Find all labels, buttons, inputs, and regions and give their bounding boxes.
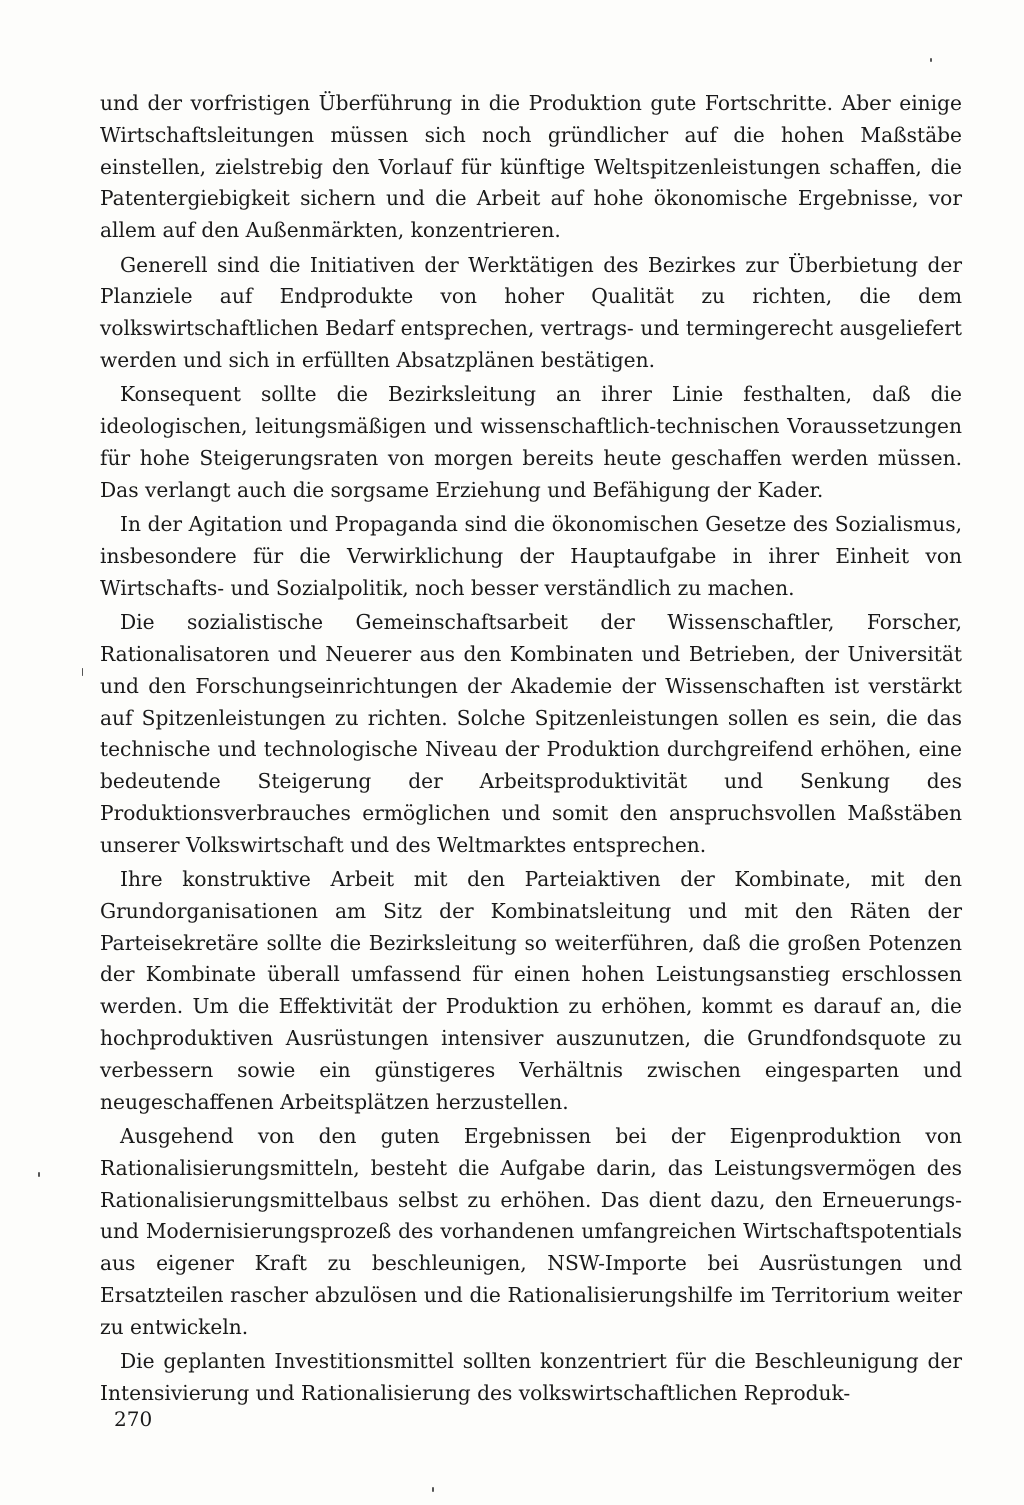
paragraph-5: Die sozialistische Gemeinschaftsarbeit der Wissenschaftler, Forscher, Rationalisatoren und Neuerer aus den Kombinaten und Betrieben, der Universität und den Forschungseinrichtungen der Akademie der Wissenschaften ist verstärkt auf Spitzenleistungen zu richten. Solche Spitzenleistungen sollen es sein, die das technische und technologische Niveau der Produktion durchgreifend erhöhen, eine bedeutende Steigerung der Arbeitsproduktivität und Senkung des Produktionsverbrauches ermöglichen und somit den anspruchsvollen Maßstäben unserer Volkswirtschaft und des Weltmarktes entsprechen. — [100, 610, 962, 857]
scan-speck — [82, 668, 83, 676]
paragraph-4: In der Agitation und Propaganda sind die ökonomischen Gesetze des Sozialismus, insbesondere für die Verwirklichung der Hauptaufgabe in ihrer Einheit von Wirtschafts- und Sozialpolitik, noch besser verständlich zu machen. — [100, 512, 962, 600]
scan-speck — [432, 1487, 434, 1492]
paragraph-2: Generell sind die Initiativen der Werktätigen des Bezirkes zur Überbietung der Planziele auf Endprodukte von hoher Qualität zu richten, die dem volkswirtschaftlichen Bedarf entsprechen, vertrags- und termingerecht ausgeliefert werden und sich in erfüllten Absatzplänen bestätigen. — [100, 252, 962, 372]
paragraph-6: Ihre konstruktive Arbeit mit den Parteiaktiven der Kombinate, mit den Grundorganisationen am Sitz der Kombinatsleitung und mit den Räten der Parteisekretäre sollte die Bezirksleitung so weiterführen, daß die großen Potenzen der Kombinate überall umfassend für einen hohen Leistungsanstieg erschlossen werden. Um die Effektivität der Produktion zu erhöhen, kommt es darauf an, die hochproduktiven Ausrüstungen intensiver auszunutzen, die Grundfondsquote zu verbessern sowie ein günstigeres Verhältnis zwischen eingesparten und neugeschaffenen Arbeitsplätzen herzustellen. — [100, 867, 962, 1114]
paragraph-3: Konsequent sollte die Bezirksleitung an ihrer Linie festhalten, daß die ideologischen, leitungsmäßigen und wissenschaftlich-technischen Voraussetzungen für hohe Steigerungsraten von morgen bereits heute geschaffen werden müssen. Das verlangt auch die sorgsame Erziehung und Befähigung der Kader. — [100, 382, 962, 502]
body-text — [100, 88, 962, 1412]
scan-speck — [38, 1172, 40, 1177]
page-number: 270 — [114, 1407, 153, 1431]
paragraph-1: und der vorfristigen Überführung in die Produktion gute Fortschritte. Aber einige Wirtschaftsleitungen müssen sich noch gründlicher auf die hohen Maßstäbe einstellen, zielstrebig den Vorlauf für künftige Weltspitzenleistungen schaffen, die Patentergiebigkeit sichern und die Arbeit auf hohe ökonomische Ergebnisse, vor allem auf den Außenmärkten, konzentrieren. — [100, 91, 962, 243]
paragraph-7: Ausgehend von den guten Ergebnissen bei der Eigenproduktion von Rationalisierungsmitteln, besteht die Aufgabe darin, das Leistungsvermögen des Rationalisierungsmittelbaus selbst zu erhöhen. Das dient dazu, den Erneuerungs- und Modernisierungsprozeß des vorhandenen umfangreichen Wirtschaftspotentials aus eigener Kraft zu beschleunigen, NSW-Importe bei Ausrüstungen und Ersatzteilen rascher abzulösen und die Rationalisierungshilfe im Territorium weiter zu entwickeln. — [100, 1124, 962, 1339]
scan-speck — [930, 58, 932, 62]
paragraph-8: Die geplanten Investitionsmittel sollten konzentriert für die Beschleunigung der Intensivierung und Rationalisierung des volkswirtschaftlichen Reproduk- — [100, 1349, 962, 1406]
